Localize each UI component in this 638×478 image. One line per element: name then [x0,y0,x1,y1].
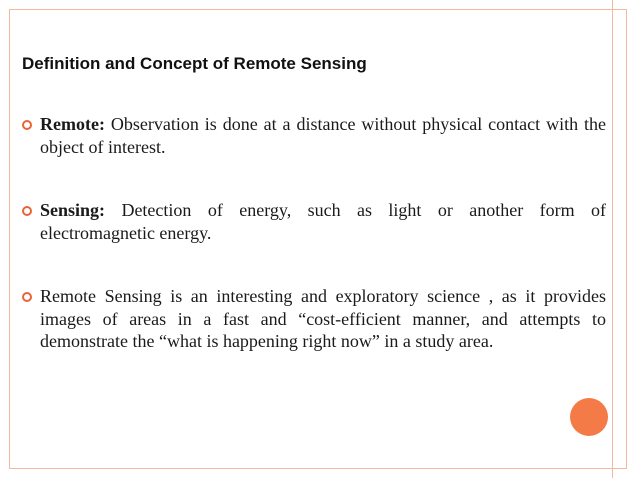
bullet-item-remote [22,113,606,199]
slide-edge-rule [612,0,613,478]
bullet-term: Remote: [40,114,105,134]
bullet-item-sensing [22,199,606,285]
circle-bullet-icon [22,206,32,216]
slide-title: Definition and Concept of Remote Sensing [22,54,367,73]
circle-bullet-icon [22,120,32,130]
bullet-term: Sensing: [40,200,106,220]
bullet-text: Remote Sensing is an interesting and exploratory science , as it provides images of areas in a fast and “cost-efficient manner, and attempts to demonstrate the “what is happening right now” in a study area. [40,286,606,351]
bullet-text: Observation is done at a distance without physical contact with the object of interest. [40,114,606,157]
decorative-orange-circle [570,398,608,436]
bullet-text: Detection of energy, such as light or another form of electromagnetic energy. [40,200,606,243]
bullet-item-remote-sensing [22,285,606,353]
circle-bullet-icon [22,292,32,302]
bullet-list [22,113,606,353]
